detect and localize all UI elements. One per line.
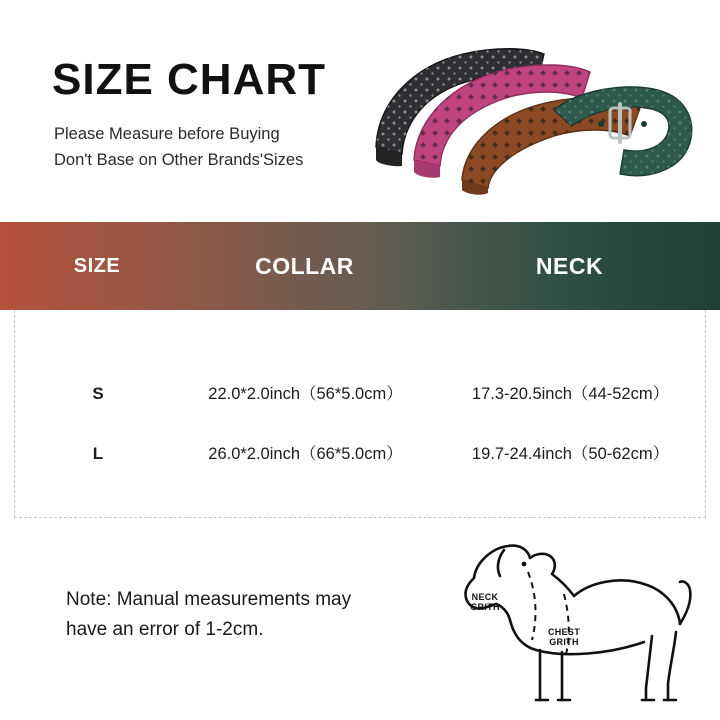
neck-girth-label	[462, 592, 508, 613]
column-header-neck: NECK	[535, 253, 604, 279]
measurement-note	[66, 585, 436, 646]
collars-illustration	[358, 32, 703, 197]
page-title: SIZE CHART	[52, 55, 326, 104]
cell-neck: 17.3-20.5inch（44-52cm）	[471, 385, 670, 403]
table-row	[15, 372, 707, 416]
note-line-2: have an error of 1-2cm.	[66, 619, 264, 641]
cell-collar: 22.0*2.0inch（56*5.0cm）	[208, 385, 403, 403]
note-line-1: Note: Manual measurements may	[66, 589, 352, 610]
subtitle-line-1: Please Measure before Buying	[54, 125, 280, 143]
neck-girth-label-line-2: GRITH	[470, 602, 500, 613]
dog-outline-icon	[440, 532, 712, 712]
table-header-band	[0, 222, 720, 310]
subtitle-line-2: Don't Base on Other Brands'Sizes	[54, 150, 304, 169]
dog-measurement-diagram	[440, 532, 712, 712]
cell-collar: 26.0*2.0inch（66*5.0cm）	[208, 445, 403, 463]
table-row	[15, 432, 707, 476]
chest-girth-label	[538, 627, 590, 648]
chest-girth-label-line-1: CHEST	[547, 627, 580, 637]
column-header-collar: COLLAR	[255, 253, 354, 279]
size-table-body	[14, 310, 706, 518]
chest-girth-label-line-2: GRITH	[549, 637, 579, 648]
header	[0, 0, 720, 222]
header-subtitle	[54, 122, 303, 173]
cell-size: S	[92, 384, 104, 403]
collar-brown	[462, 98, 640, 195]
cell-neck: 19.7-24.4inch（50-62cm）	[471, 445, 670, 463]
column-header-size: SIZE	[73, 255, 121, 277]
cell-size: L	[92, 444, 104, 463]
neck-girth-label-line-1: NECK	[471, 592, 499, 602]
